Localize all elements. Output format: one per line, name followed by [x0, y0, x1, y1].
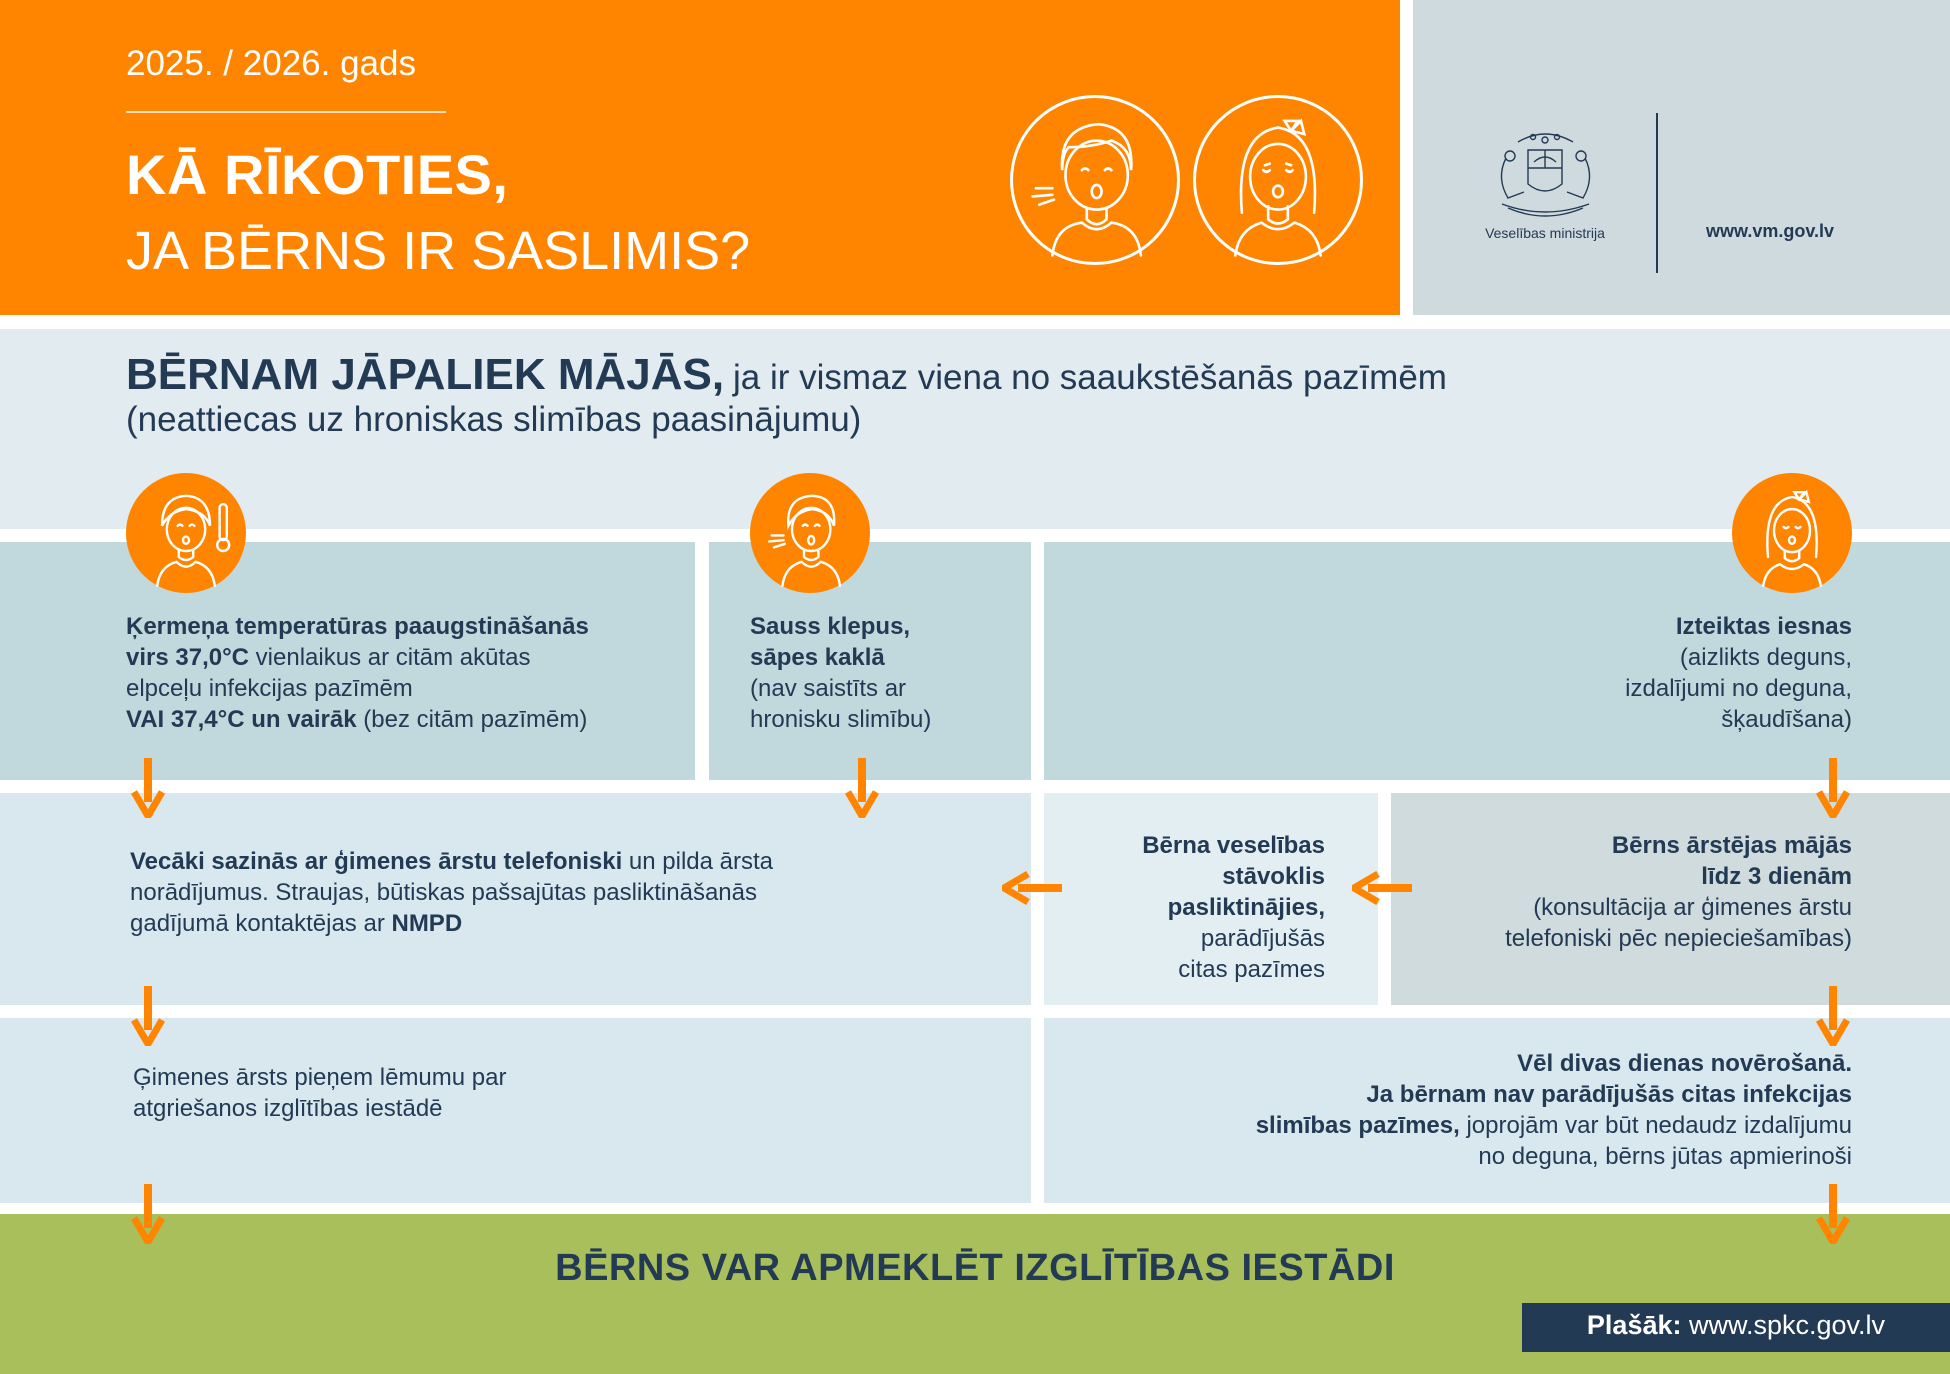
arrow-down-icon: [131, 758, 165, 818]
divider: [1656, 113, 1658, 273]
intro-note: (neattiecas uz hroniskas slimības paasinājumu): [126, 400, 862, 439]
intro-heading: [126, 350, 1447, 400]
observation-text: Vēl divas dienas novērošanā. Ja bērnam nav parādījušās citas infekcijas slimības pazīmes, joprojām var būt nedaudz izdalījumu no deguna, bērns jūtas apmierinoši: [1255, 1050, 1852, 1170]
divider: [126, 111, 446, 113]
intro-text: ja ir vismaz viena no saaukstēšanās pazīmēm: [733, 358, 1447, 397]
arrow-down-icon: [1816, 986, 1850, 1046]
coughing-child-icon: [750, 473, 870, 593]
arrow-down-icon: [845, 758, 879, 818]
fever-text: Ķermeņa temperatūras paaugstināšanās virs 37,0°C vienlaikus ar citām akūtas elpceļu infekcijas pazīmēm VAI 37,4°C un vairāk (bez citām pazīmēm): [126, 613, 589, 733]
home-treatment-text: Bērns ārstējas mājās līdz 3 dienām (konsultācija ar ģimenes ārstu telefoniski pēc nepieciešamības): [1505, 832, 1852, 952]
page-subtitle: JA BĒRNS IR SASLIMIS?: [126, 221, 751, 281]
school-year: 2025. / 2026. gads: [126, 44, 416, 83]
coughing-child-icon: [1010, 95, 1180, 265]
arrow-left-icon: [1352, 871, 1412, 905]
stay-home-heading: BĒRNAM JĀPALIEK MĀJĀS,: [126, 350, 725, 399]
sad-child-icon: [1732, 473, 1852, 593]
page-title: KĀ RĪKOTIES,: [126, 143, 509, 206]
conclusion-text: BĒRNS VAR APMEKLĒT IZGLĪTĪBAS IESTĀDI: [555, 1247, 1395, 1289]
ministry-website[interactable]: www.vm.gov.lv: [1705, 221, 1835, 241]
doctor-decision-text: Ģimenes ārsts pieņem lēmumu par atgriešanos izglītības iestādē: [133, 1064, 507, 1122]
runny-nose-text: Izteiktas iesnas (aizlikts deguns, izdalījumi no deguna, šķaudīšana): [1625, 613, 1852, 733]
coat-of-arms-icon: [1488, 128, 1603, 220]
fever-child-icon: [126, 473, 246, 593]
sad-child-icon: [1193, 95, 1363, 265]
ministry-name: Veselības ministrija: [1485, 225, 1605, 241]
condition-worsened-text: Bērna veselības stāvoklis pasliktinājies, parādījušās citas pazīmes: [1142, 832, 1325, 983]
arrow-left-icon: [1002, 871, 1062, 905]
arrow-down-icon: [1816, 758, 1850, 818]
cough-text: Sauss klepus, sāpes kaklā (nav saistīts ar hronisku slimību): [750, 613, 932, 733]
arrow-down-icon: [131, 1184, 165, 1244]
arrow-down-icon: [1816, 1184, 1850, 1244]
more-info-link[interactable]: Plašāk: www.spkc.gov.lv: [1586, 1310, 1886, 1340]
arrow-down-icon: [131, 986, 165, 1046]
parents-contact-text: Vecāki sazinās ar ģimenes ārstu telefoniski un pilda ārsta norādījumus. Straujas, būtiskas pašsajūtas pasliktināšanās gadījumā kontaktējas ar NMPD: [130, 848, 774, 937]
